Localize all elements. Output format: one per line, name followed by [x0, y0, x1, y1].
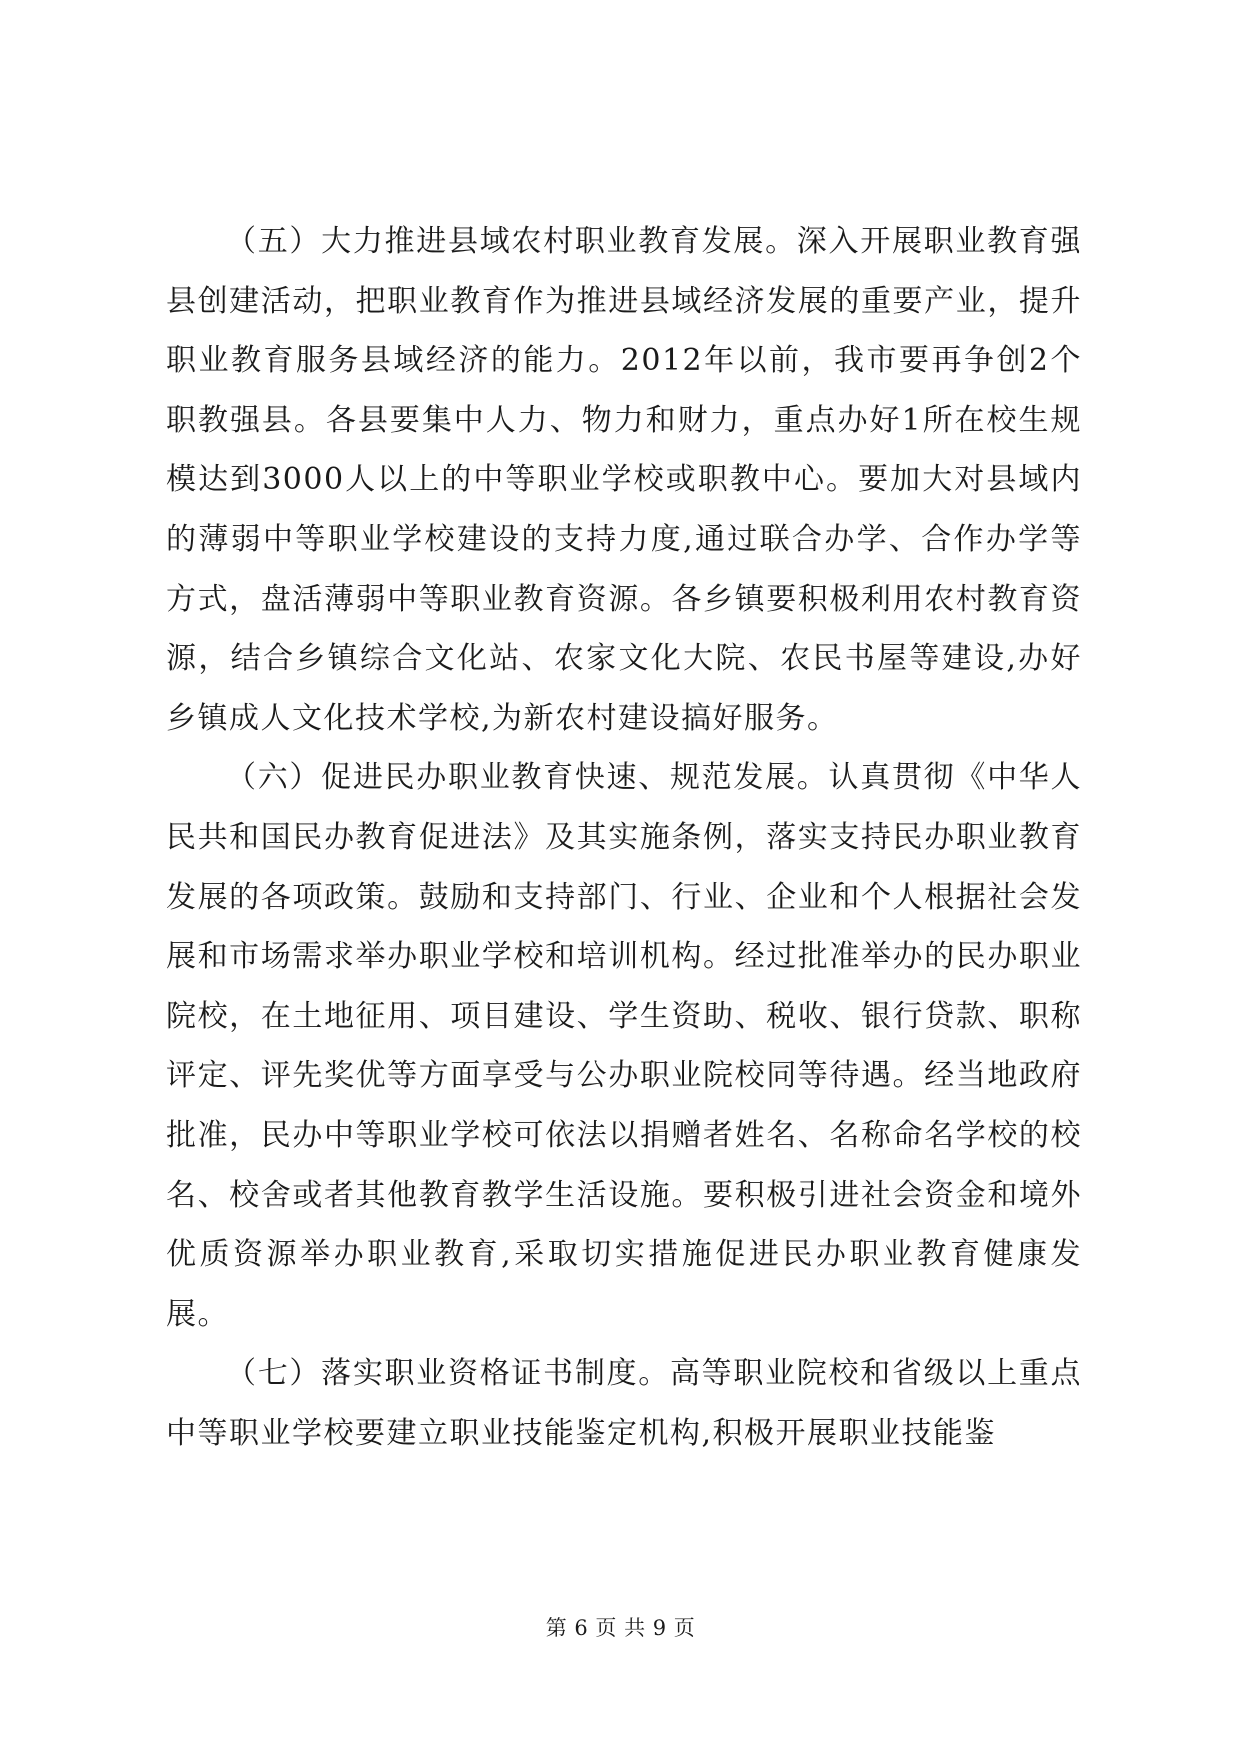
paragraph-vocational-qualification-certificate: （七）落实职业资格证书制度。高等职业院校和省级以上重点中等职业学校要建立职业技能鉴定机构,积极开展职业技能鉴 [166, 1356, 1082, 1451]
paragraph-county-rural-vocational-education: （五）大力推进县域农村职业教育发展。深入开展职业教育强县创建活动，把职业教育作为推进县域经济发展的重要产业，提升职业教育服务县域经济的能力。2012年以前，我市要再争创2个职教强县。各县要集中人力、物力和财力，重点办好1所在校生规模达到3000人以上的中等职业学校或职教中心。要加大对县域内的薄弱中等职业学校建设的支持力度,通过联合办学、合作办学等方式，盘活薄弱中等职业教育资源。各乡镇要积极利用农村教育资源，结合乡镇综合文化站、农家文化大院、农民书屋等建设,办好乡镇成人文化技术学校,为新农村建设搞好服务。 [166, 224, 1082, 736]
paragraph-private-vocational-education: （六）促进民办职业教育快速、规范发展。认真贯彻《中华人民共和国民办教育促进法》及其实施条例，落实支持民办职业教育发展的各项政策。鼓励和支持部门、行业、企业和个人根据社会发展和市场需求举办职业学校和培训机构。经过批准举办的民办职业院校，在土地征用、项目建设、学生资助、税收、银行贷款、职称评定、评先奖优等方面享受与公办职业院校同等待遇。经当地政府批准，民办中等职业学校可依法以捐赠者姓名、名称命名学校的校名、校舍或者其他教育教学生活设施。要积极引进社会资金和境外优质资源举办职业教育,采取切实措施促进民办职业教育健康发展。 [166, 760, 1082, 1332]
document-body [166, 212, 1082, 1463]
page-number-footer: 第 6 页 共 9 页 [545, 1616, 696, 1640]
